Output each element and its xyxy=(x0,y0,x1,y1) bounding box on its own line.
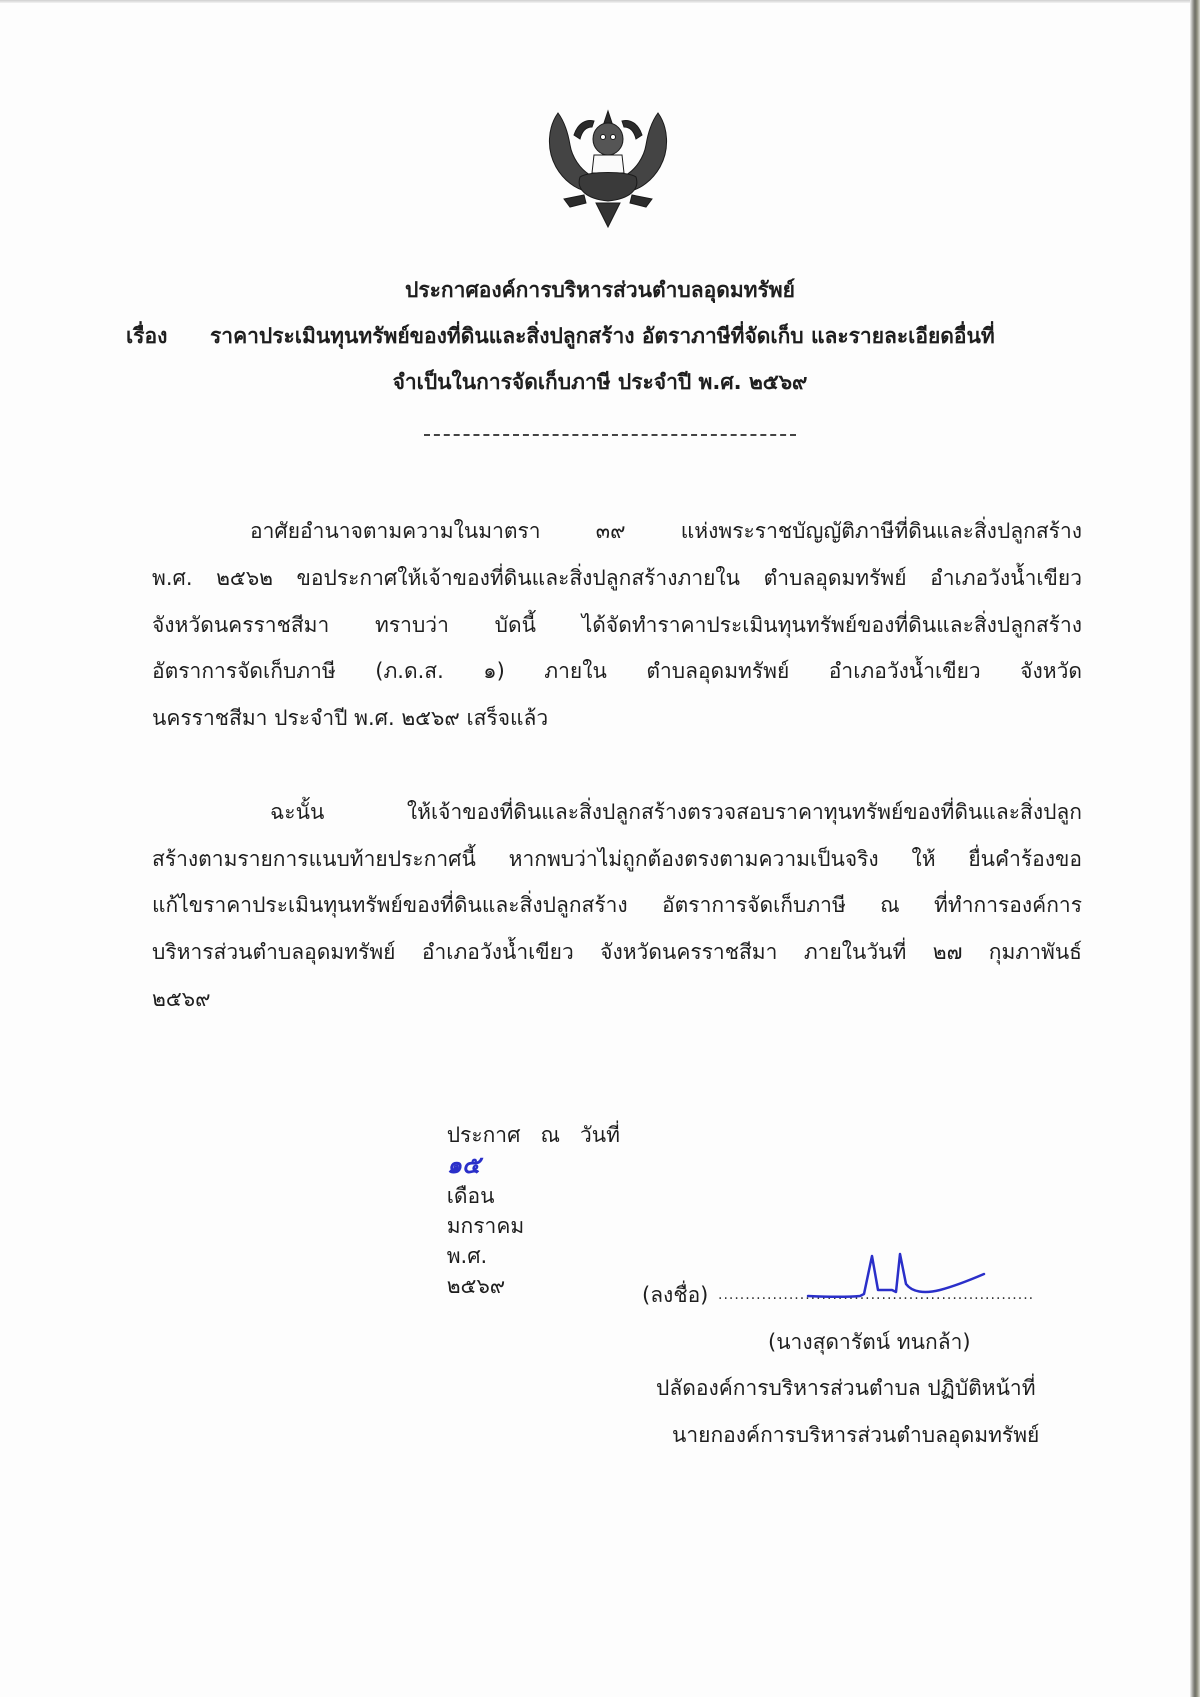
date-month: มกราคม xyxy=(446,1214,525,1238)
page-top-edge xyxy=(0,0,1190,3)
paragraph-1-line-4: อัตราการจัดเก็บภาษี (ภ.ด.ส. ๑) ภายใน ตำบลอุดมทรัพย์ อำเภอวังน้ำเขียว จังหวัด xyxy=(152,659,1082,683)
signer-name: (นางสุดารัตน์ ทนกล้า) xyxy=(768,1330,971,1354)
announcement-date xyxy=(420,1090,620,1331)
signature-label: (ลงชื่อ) xyxy=(642,1283,709,1307)
title-divider xyxy=(424,434,796,436)
garuda-emblem-icon xyxy=(540,105,676,230)
subject-label: เรื่อง xyxy=(126,324,168,348)
page-right-edge xyxy=(1190,0,1200,1697)
paragraph-1-line-5: นครราชสีมา ประจำปี พ.ศ. ๒๕๖๙ เสร็จแล้ว xyxy=(152,706,549,730)
paragraph-1-line-3: จังหวัดนครราชสีมา ทราบว่า บัดนี้ ได้จัดทำราคาประเมินทุนทรัพย์ของที่ดินและสิ่งปลูกสร้าง xyxy=(152,613,1082,637)
paragraph-2-line-4: บริหารส่วนตำบลอุดมทรัพย์ อำเภอวังน้ำเขียว จังหวัดนครราชสีมา ภายในวันที่ ๒๗ กุมภาพันธ์ xyxy=(152,940,1082,964)
subject-line-2: จำเป็นในการจัดเก็บภาษี ประจำปี พ.ศ. ๒๕๖๙ xyxy=(392,370,808,394)
handwritten-day: ๑๕ xyxy=(446,1151,481,1179)
date-year: ๒๕๖๙ xyxy=(446,1274,506,1298)
date-month-label: เดือน xyxy=(446,1184,495,1208)
paragraph-2-line-3: แก้ไขราคาประเมินทุนทรัพย์ของที่ดินและสิ่งปลูกสร้าง อัตราการจัดเก็บภาษี ณ ที่ทำการองค์การ xyxy=(152,893,1082,917)
date-year-label: พ.ศ. xyxy=(446,1244,488,1268)
paragraph-2-line-1: ฉะนั้น ให้เจ้าของที่ดินและสิ่งปลูกสร้างตรวจสอบราคาทุนทรัพย์ของที่ดินและสิ่งปลูก xyxy=(270,800,1082,824)
date-prefix: ประกาศ ณ วันที่ xyxy=(446,1123,620,1147)
paragraph-2-line-2: สร้างตามรายการแนบท้ายประกาศนี้ หากพบว่าไม่ถูกต้องตรงตามความเป็นจริง ให้ ยื่นคำร้องขอ xyxy=(152,847,1082,871)
document-title: ประกาศองค์การบริหารส่วนตำบลอุดมทรัพย์ xyxy=(405,278,795,302)
paragraph-1-line-2: พ.ศ. ๒๕๖๒ ขอประกาศให้เจ้าของที่ดินและสิ่งปลูกสร้างภายใน ตำบลอุดมทรัพย์ อำเภอวังน้ำเขียว xyxy=(152,566,1082,590)
signature-dotted-line: .......................................................... xyxy=(718,1287,1035,1303)
signer-position-line-1: ปลัดองค์การบริหารส่วนตำบล ปฏิบัติหน้าที่ xyxy=(656,1376,1036,1400)
signer-position-line-2: นายกองค์การบริหารส่วนตำบลอุดมทรัพย์ xyxy=(672,1423,1040,1447)
subject-line-1: ราคาประเมินทุนทรัพย์ของที่ดินและสิ่งปลูกสร้าง อัตราภาษีที่จัดเก็บ และรายละเอียดอื่นที่ xyxy=(210,324,995,348)
paragraph-1-line-1: อาศัยอำนาจตามความในมาตรา ๓๙ แห่งพระราชบัญญัติภาษีที่ดินและสิ่งปลูกสร้าง xyxy=(250,519,1082,543)
handwritten-signature-icon xyxy=(800,1250,990,1310)
paragraph-2-line-5: ๒๕๖๙ xyxy=(152,987,211,1011)
